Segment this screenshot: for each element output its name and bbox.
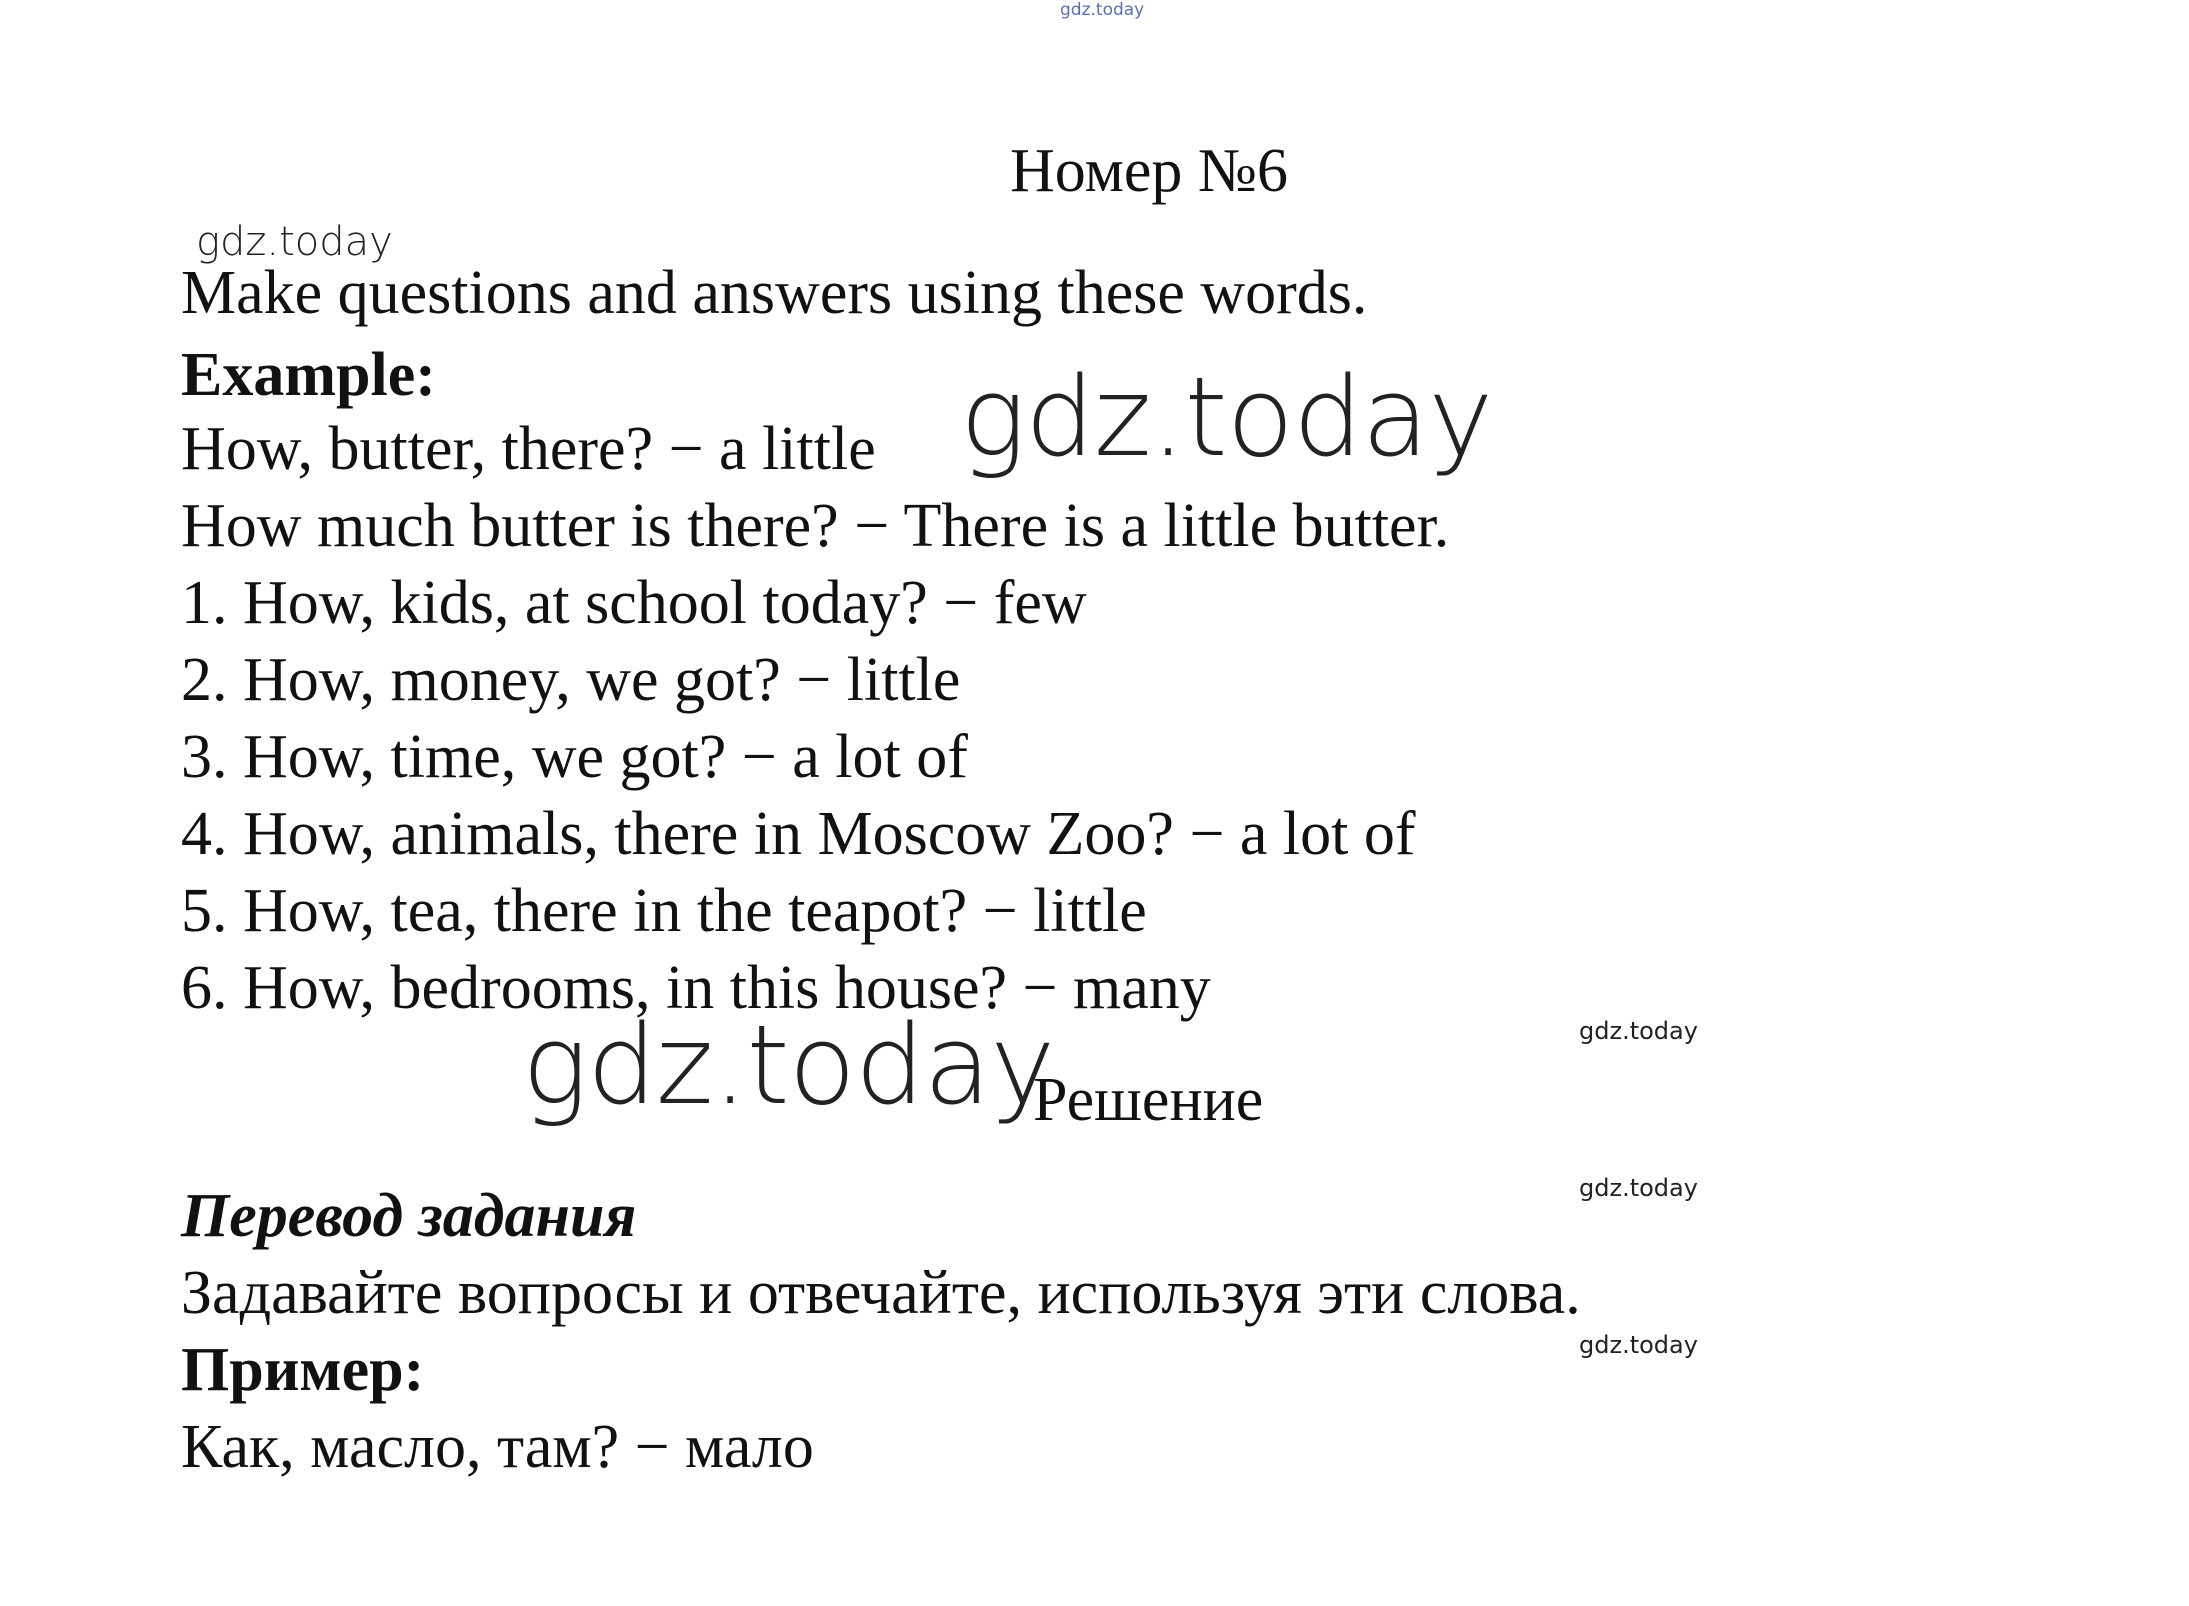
example-label: Example: xyxy=(181,341,436,409)
translation-example-prompt: Как, масло, там? − мало xyxy=(181,1413,814,1481)
task-instruction: Make questions and answers using these words. xyxy=(181,259,1368,327)
watermark-right-3: gdz.today xyxy=(1579,1331,1698,1359)
translation-instruction: Задавайте вопросы и отвечайте, используя эти слова. xyxy=(181,1259,1581,1327)
watermark-big-2: gdz.today xyxy=(522,1001,1055,1129)
watermark-right-2: gdz.today xyxy=(1579,1174,1698,1202)
task-item-4: 4. How, animals, there in Moscow Zoo? − a lot of xyxy=(181,800,1416,868)
page-title: Номер №6 xyxy=(1010,137,1289,205)
task-item-2: 2. How, money, we got? − little xyxy=(181,646,961,714)
task-item-3: 3. How, time, we got? − a lot of xyxy=(181,723,968,791)
task-item-5: 5. How, tea, there in the teapot? − little xyxy=(181,877,1147,945)
watermark-right-1: gdz.today xyxy=(1579,1017,1698,1045)
watermark-top: gdz.today xyxy=(1060,0,1145,20)
solution-label: Решение xyxy=(1033,1066,1264,1134)
example-answer: How much butter is there? − There is a little butter. xyxy=(181,492,1450,560)
translation-heading: Перевод задания xyxy=(181,1182,637,1250)
example-prompt: How, butter, there? − a little xyxy=(181,415,876,483)
translation-example-label: Пример: xyxy=(181,1336,425,1404)
task-item-1: 1. How, kids, at school today? − few xyxy=(181,569,1087,637)
watermark-left-small: gdz.today xyxy=(196,219,393,265)
watermark-big-1: gdz.today xyxy=(960,353,1493,481)
task-item-6: 6. How, bedrooms, in this house? − many xyxy=(181,954,1211,1022)
